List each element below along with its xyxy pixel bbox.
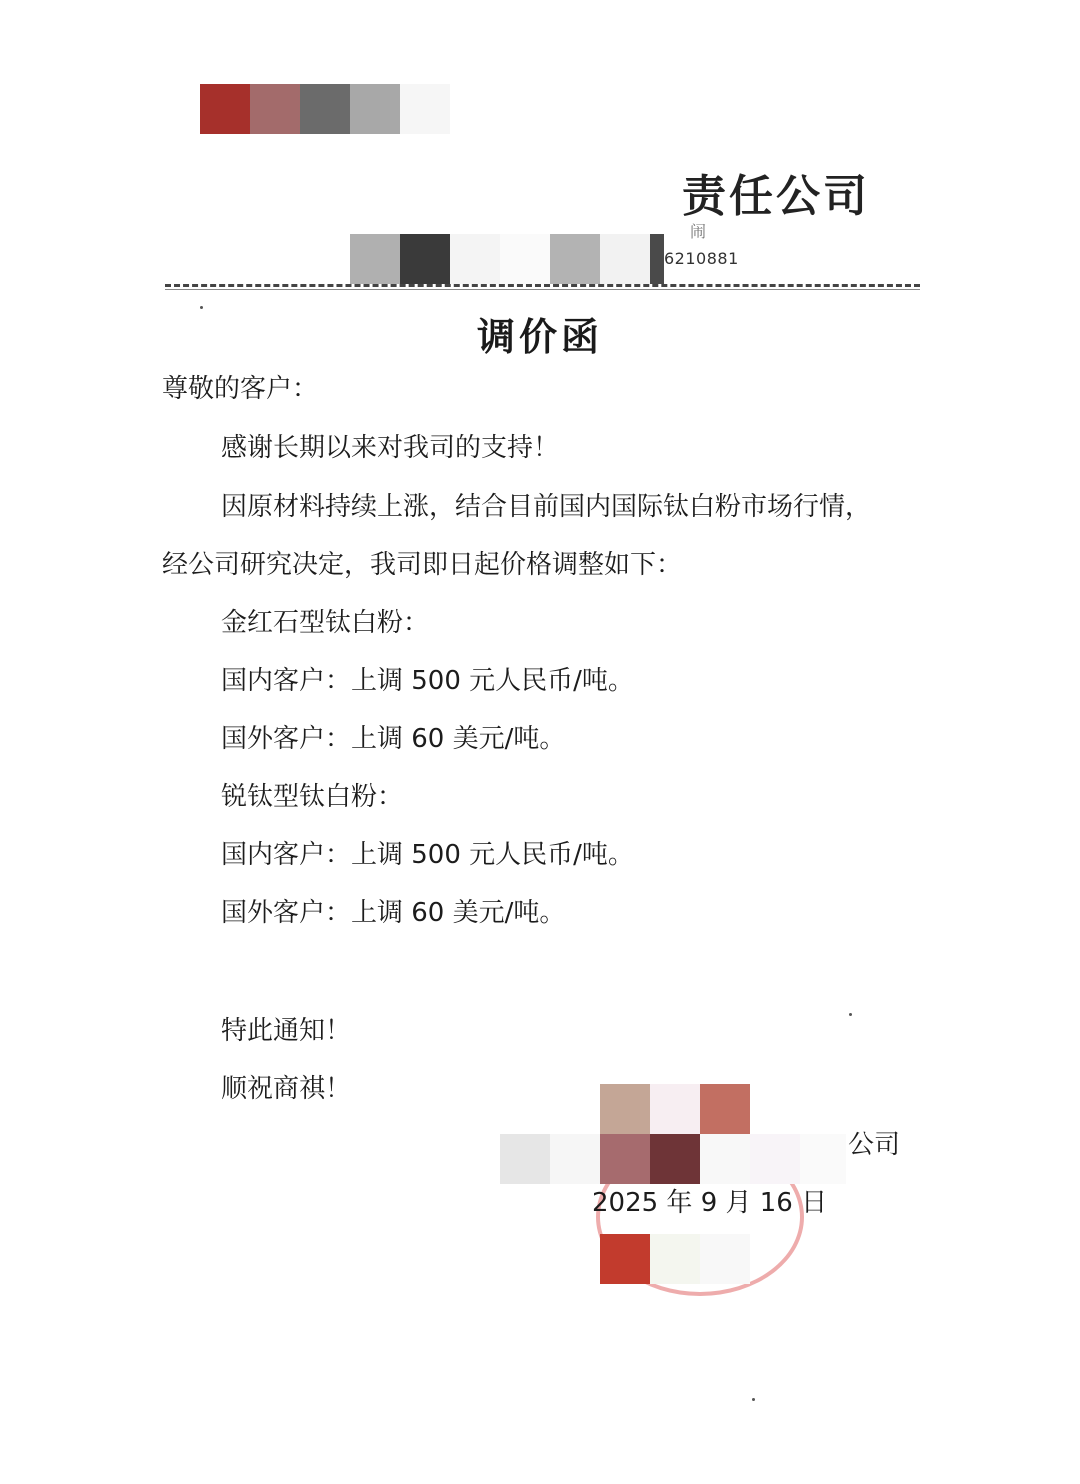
redacted-company-name [500, 1134, 846, 1184]
redacted-address [350, 234, 664, 284]
letterhead-address: 闹 [690, 222, 707, 241]
document-title: 调价函 [476, 314, 603, 359]
product-name-anatase: 锐钛型钛白粉： [221, 782, 404, 812]
scan-speck [752, 1398, 755, 1401]
anatase-foreign-price: 国外客户：上调 60 美元/吨。 [221, 898, 566, 928]
wishes-line: 顺祝商祺！ [221, 1074, 352, 1104]
scan-speck [849, 1013, 852, 1016]
letterhead-phone: 6210881 [664, 249, 739, 268]
notice-line: 特此通知！ [221, 1016, 352, 1046]
thanks-line: 感谢长期以来对我司的支持！ [221, 433, 560, 463]
letterhead-divider-thin [165, 289, 920, 290]
signature-date: 2025 年 9 月 16 日 [592, 1188, 828, 1218]
scan-speck [200, 306, 203, 309]
product-name-rutile: 金红石型钛白粉： [221, 608, 430, 638]
letterhead-company-name: 责任公司 [682, 171, 870, 222]
anatase-domestic-price: 国内客户：上调 500 元人民币/吨。 [221, 840, 634, 870]
redacted-seal-top [600, 1084, 750, 1134]
rutile-domestic-price: 国内客户：上调 500 元人民币/吨。 [221, 666, 634, 696]
reason-line-1: 因原材料持续上涨，结合目前国内国际钛白粉市场行情， [221, 492, 872, 522]
redacted-seal-bottom [600, 1234, 750, 1284]
rutile-foreign-price: 国外客户：上调 60 美元/吨。 [221, 724, 566, 754]
signature-company: 公司 [848, 1130, 901, 1160]
greeting: 尊敬的客户： [162, 374, 319, 404]
reason-line-2: 经公司研究决定，我司即日起价格调整如下： [162, 550, 683, 580]
redacted-logo [200, 84, 450, 134]
letterhead-divider [165, 284, 920, 287]
